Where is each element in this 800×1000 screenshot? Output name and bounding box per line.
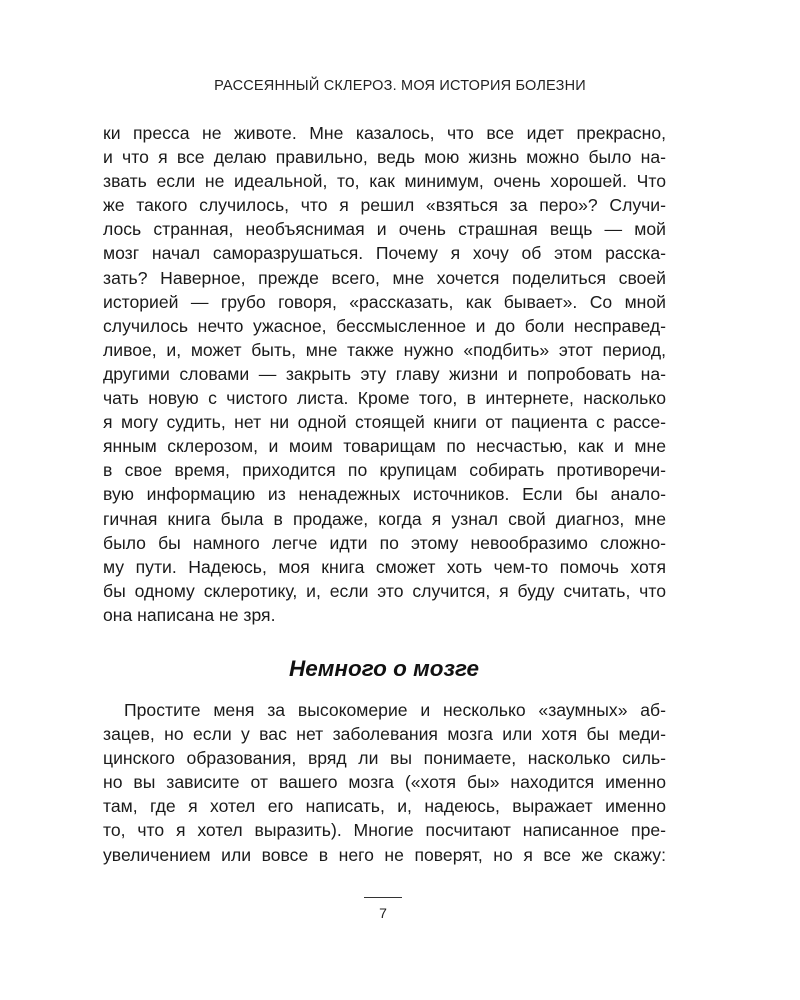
section-heading: Немного о мозге: [288, 656, 479, 681]
text-line: ливое, и, может быть, мне также нужно «подбить» этот период,: [103, 339, 666, 360]
text-line: случилось нечто ужасное, бессмысленное и до боли несправед-: [103, 315, 666, 336]
text-line: му пути. Надеюсь, моя книга сможет хоть чем-то помочь хотя: [103, 556, 666, 577]
body-paragraph-1: [103, 121, 666, 627]
text-line: звать если не идеальной, то, как минимум, очень хорошей. Что: [103, 171, 666, 192]
text-line: бы одному склеротику, и, если это случится, я буду считать, что: [103, 580, 666, 601]
text-line: историей — грубо говоря, «рассказать, как бывает». Со мной: [103, 291, 666, 312]
text-line: зать? Наверное, прежде всего, мне хочется поделиться своей: [103, 267, 666, 288]
text-line: зацев, но если у вас нет заболевания мозга или хотя бы меди-: [103, 724, 666, 745]
body-paragraph-2: [103, 698, 666, 867]
text-line: лось странная, необъяснимая и очень страшная вещь — мой: [103, 219, 666, 240]
text-line: ки пресса не животе. Мне казалось, что все идет прекрасно,: [103, 123, 666, 143]
text-line: вую информацию из ненадежных источников. Если бы анало-: [103, 484, 666, 505]
text-line: Простите меня за высокомерие и несколько «заумных» аб-: [124, 700, 666, 720]
text-line: чать новую с чистого листа. Кроме того, в интернете, насколько: [103, 388, 666, 409]
text-line: мозг начал саморазрушаться. Почему я хочу об этом расска-: [103, 243, 666, 264]
page-number-rule: [364, 897, 402, 898]
text-line: же такого случилось, что я решил «взяться за перо»? Случи-: [103, 195, 666, 216]
text-line: и что я все делаю правильно, ведь мою жизнь можно было на-: [103, 147, 666, 168]
text-line: в свое время, приходится по крупицам собирать противоречи-: [103, 460, 666, 481]
text-line: другими словами — закрыть эту главу жизни и попробовать на-: [103, 363, 666, 384]
page-number: 7: [379, 905, 387, 921]
running-head: РАССЕЯННЫЙ СКЛЕРОЗ. МОЯ ИСТОРИЯ БОЛЕЗНИ: [214, 78, 586, 94]
text-line: но вы зависите от вашего мозга («хотя бы» находится именно: [103, 772, 666, 793]
text-line: там, где я хотел его написать, и, надеюсь, выражает именно: [103, 796, 666, 817]
text-line: увеличением или вовсе в него не поверят, но я все же скажу:: [103, 844, 666, 865]
text-line: гичная книга была в продаже, когда я узнал свой диагноз, мне: [103, 508, 666, 529]
text-line: то, что я хотел выразить). Многие посчитают написанное пре-: [103, 820, 666, 841]
text-line: она написана не зря.: [103, 604, 276, 625]
text-line: было бы намного легче идти по этому невообразимо сложно-: [103, 532, 666, 553]
text-line: цинского образования, вряд ли вы понимаете, насколько силь-: [103, 748, 666, 769]
text-line: я могу судить, нет ни одной стоящей книги от пациента с рассе-: [103, 412, 666, 433]
text-line: янным склерозом, и моим товарищам по несчастью, как и мне: [103, 436, 666, 457]
